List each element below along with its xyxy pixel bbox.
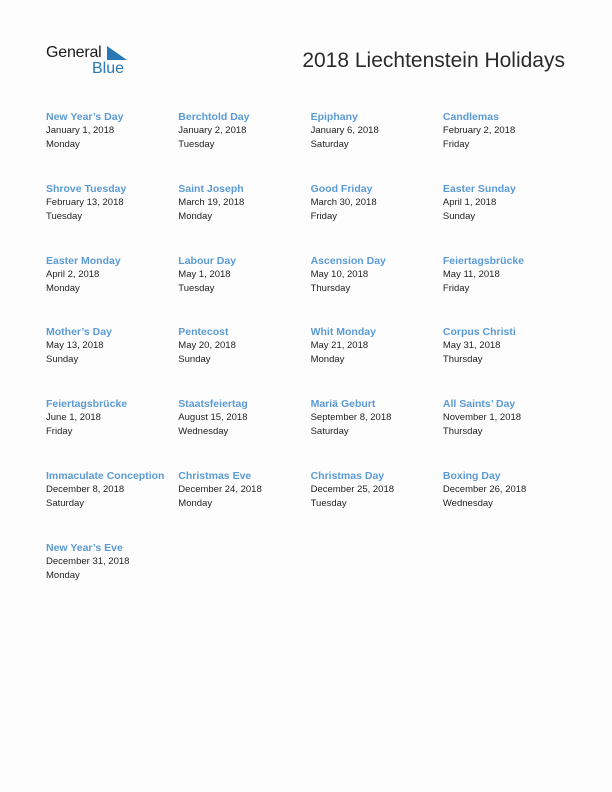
- holiday-date: May 21, 2018: [310, 340, 369, 352]
- holiday-name: Feiertagsbrücke: [46, 398, 128, 411]
- holiday-weekday: Friday: [310, 210, 337, 222]
- page-title: 2018 Liechtenstein Holidays: [302, 49, 565, 72]
- holiday-entry: [443, 325, 573, 367]
- holiday-entry: [443, 110, 573, 152]
- holiday-date: January 2, 2018: [178, 125, 247, 136]
- holiday-name: Shrove Tuesday: [46, 182, 127, 195]
- holiday-name: Berchtold Day: [178, 111, 250, 123]
- holiday-name: Christmas Eve: [178, 470, 252, 482]
- holiday-entry: [311, 254, 441, 296]
- holiday-entry: [443, 182, 573, 224]
- holiday-weekday: Friday: [442, 139, 470, 150]
- holiday-name: Candlemas: [442, 111, 499, 123]
- holiday-weekday: Wednesday: [442, 498, 493, 509]
- holiday-date: June 1, 2018: [46, 412, 101, 424]
- holiday-weekday: Monday: [46, 282, 80, 294]
- holiday-entry: [46, 254, 176, 296]
- holiday-weekday: Sunday: [46, 354, 79, 366]
- holiday-weekday: Friday: [46, 426, 73, 438]
- holiday-date: September 8, 2018: [310, 412, 392, 424]
- holiday-date: March 30, 2018: [310, 196, 377, 208]
- logo-text-general: General: [46, 44, 102, 61]
- holiday-name: Saint Joseph: [178, 182, 244, 195]
- holiday-entry: [311, 325, 441, 367]
- holiday-date: March 19, 2018: [178, 196, 245, 208]
- holiday-weekday: Thursday: [442, 354, 483, 366]
- holiday-date: January 6, 2018: [310, 125, 379, 136]
- holiday-weekday: Sunday: [442, 210, 476, 222]
- holiday-weekday: Sunday: [178, 354, 211, 366]
- holiday-date: May 10, 2018: [310, 268, 369, 280]
- holiday-date: May 13, 2018: [46, 340, 104, 352]
- holiday-date: February 2, 2018: [442, 125, 516, 136]
- holiday-weekday: Monday: [310, 354, 345, 366]
- holiday-weekday: Wednesday: [178, 426, 229, 438]
- holiday-name: New Year’s Day: [46, 111, 124, 123]
- holiday-weekday: Tuesday: [46, 210, 83, 222]
- holiday-name: Christmas Day: [310, 470, 385, 482]
- holiday-name: Easter Monday: [46, 254, 121, 267]
- holiday-name: Feiertagsbrücke: [442, 254, 525, 267]
- holiday-date: January 1, 2018: [46, 125, 115, 136]
- holiday-entry: [178, 325, 308, 367]
- holiday-entry: [46, 541, 176, 583]
- holiday-entry: [443, 469, 573, 511]
- holiday-entry: [178, 254, 308, 296]
- holiday-entry: [46, 469, 176, 511]
- holiday-weekday: Saturday: [310, 139, 349, 150]
- holiday-entry: [46, 182, 176, 224]
- holiday-name: Pentecost: [178, 326, 229, 339]
- holiday-entry: [46, 325, 176, 367]
- holiday-date: May 20, 2018: [178, 340, 236, 352]
- holiday-date: February 13, 2018: [46, 196, 124, 208]
- holiday-entry: [443, 254, 573, 296]
- holiday-entry: [178, 397, 308, 439]
- holiday-weekday: Monday: [46, 139, 80, 150]
- holiday-name: Corpus Christi: [442, 326, 516, 339]
- holiday-name: Mother’s Day: [46, 326, 112, 339]
- holiday-weekday: Monday: [178, 498, 213, 509]
- holiday-date: April 2, 2018: [46, 268, 100, 280]
- holiday-date: December 8, 2018: [46, 484, 125, 495]
- holiday-date: December 31, 2018: [46, 555, 130, 567]
- holiday-name: Labour Day: [178, 254, 237, 267]
- holiday-name: New Year’s Eve: [46, 541, 123, 554]
- holiday-name: Boxing Day: [442, 470, 501, 482]
- holiday-entry: [178, 182, 308, 224]
- holiday-name: Mariä Geburt: [310, 398, 376, 411]
- holiday-name: Immaculate Conception: [46, 470, 165, 482]
- holiday-name: Good Friday: [310, 182, 373, 195]
- holiday-weekday: Friday: [442, 282, 470, 294]
- holiday-name: Epiphany: [310, 111, 358, 123]
- holiday-date: August 15, 2018: [178, 412, 248, 424]
- holiday-weekday: Tuesday: [178, 139, 215, 150]
- logo-flag-icon: [107, 46, 127, 60]
- holiday-weekday: Thursday: [442, 426, 483, 438]
- holiday-date: December 26, 2018: [442, 484, 527, 495]
- holiday-name: Easter Sunday: [442, 182, 516, 195]
- holiday-entry: [311, 110, 441, 152]
- holiday-entry: [311, 397, 441, 439]
- holiday-date: April 1, 2018: [442, 196, 497, 208]
- holiday-weekday: Saturday: [310, 426, 349, 438]
- holiday-date: November 1, 2018: [442, 412, 522, 424]
- holiday-name: Whit Monday: [310, 326, 376, 339]
- holiday-name: All Saints’ Day: [442, 398, 516, 411]
- holiday-entry: [46, 110, 176, 152]
- logo-text-blue: Blue: [92, 60, 125, 77]
- logo: [46, 44, 136, 80]
- holiday-name: Ascension Day: [310, 254, 386, 267]
- holiday-weekday: Thursday: [310, 282, 351, 294]
- holiday-date: May 1, 2018: [178, 268, 231, 280]
- holiday-date: December 24, 2018: [178, 484, 262, 495]
- holiday-date: December 25, 2018: [310, 484, 395, 495]
- holiday-entry: [311, 182, 441, 224]
- holiday-entry: [46, 397, 176, 439]
- holiday-date: May 31, 2018: [442, 340, 501, 352]
- holiday-weekday: Tuesday: [310, 498, 347, 509]
- holiday-weekday: Tuesday: [178, 282, 215, 294]
- holiday-entry: [443, 397, 573, 439]
- holiday-entry: [178, 110, 308, 152]
- holiday-entry: [311, 469, 441, 511]
- holiday-weekday: Monday: [178, 210, 213, 222]
- holiday-entry: [178, 469, 308, 511]
- holiday-weekday: Saturday: [46, 498, 85, 509]
- holiday-weekday: Monday: [46, 569, 80, 581]
- holiday-date: May 11, 2018: [442, 268, 500, 280]
- holiday-name: Staatsfeiertag: [178, 398, 248, 411]
